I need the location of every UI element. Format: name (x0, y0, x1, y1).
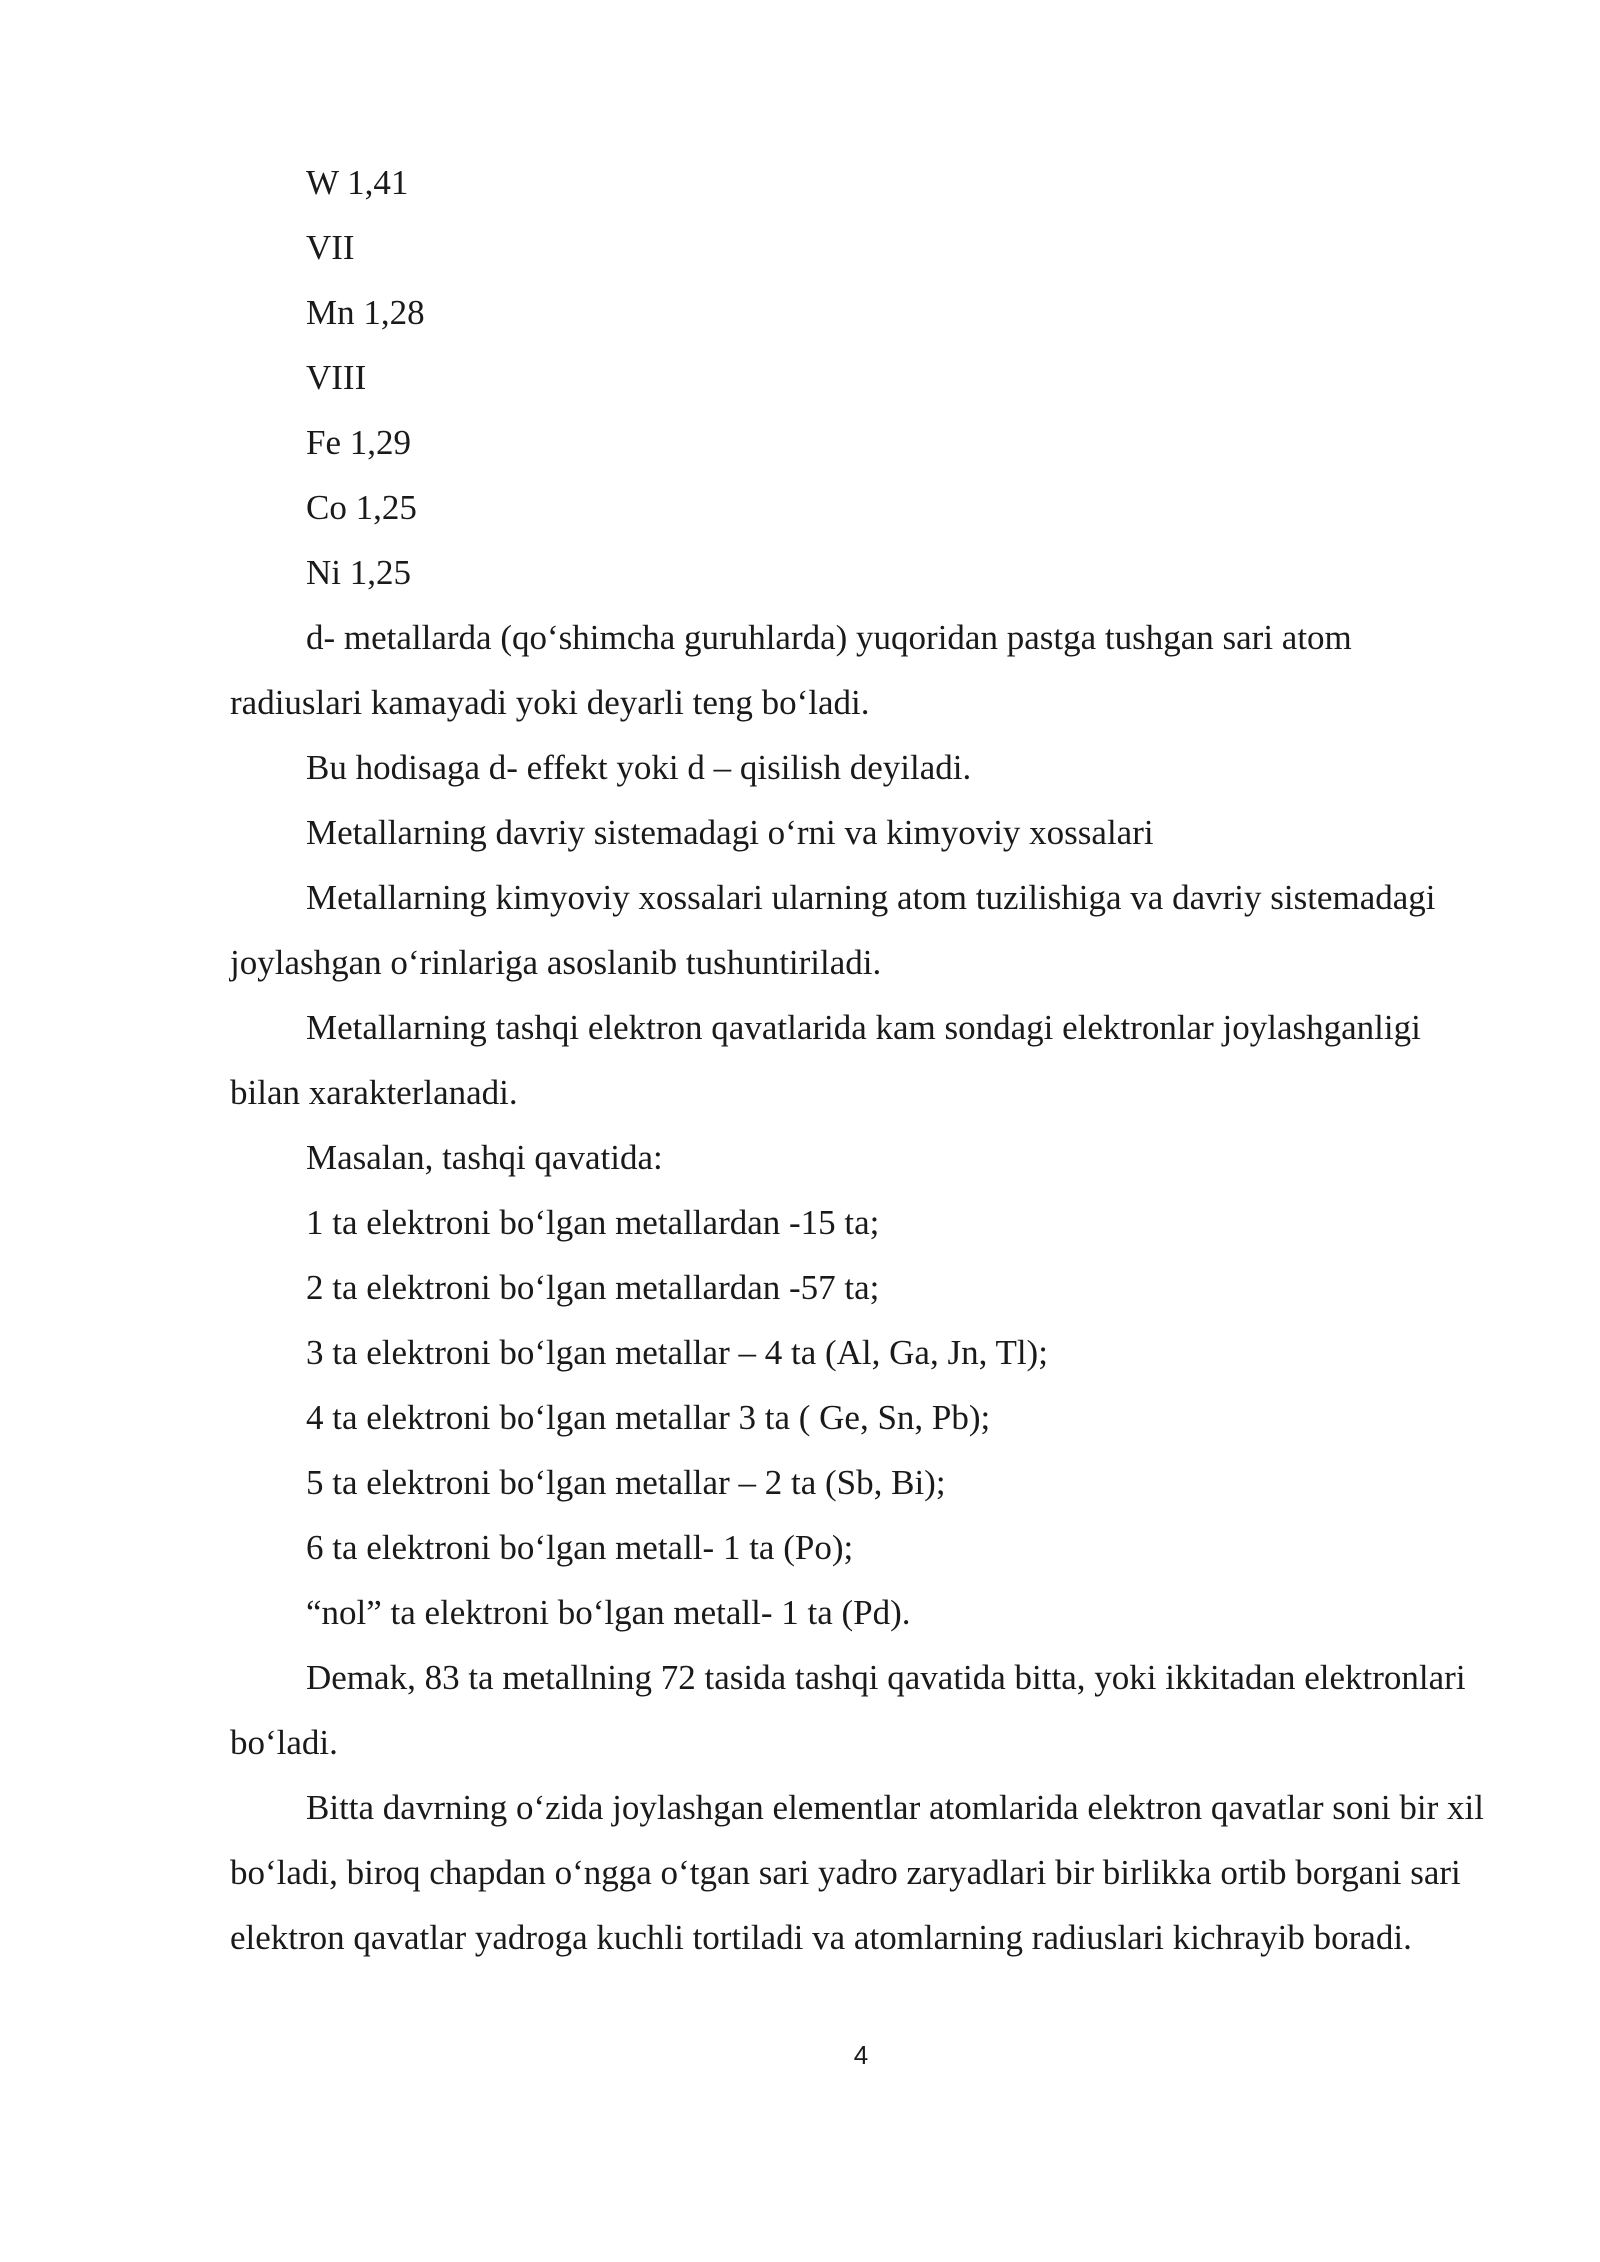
page-number: 4 (853, 2040, 869, 2070)
electron-list-item: 5 ta elektroni bo‘lgan metallar – 2 ta (Sb, Bi); (306, 1463, 946, 1502)
group-label-vii: VII (306, 228, 355, 267)
paragraph-chem-props: Metallarning kimyoviy xossalari ularning atom tuzilishiga va davriy sistemadagi joylashgan o‘rinlariga asoslanib tushuntiriladi. (230, 878, 1436, 982)
group-label-viii: VIII (306, 358, 367, 397)
electron-list-item: 6 ta elektroni bo‘lgan metall- 1 ta (Po); (306, 1528, 854, 1567)
paragraph-d-metals: d- metallarda (qo‘shimcha guruhlarda) yuqoridan pastga tushgan sari atom radiuslari kamayadi yoki deyarli teng bo‘ladi. (230, 618, 1352, 722)
section-heading: Metallarning davriy sistemadagi o‘rni va kimyoviy xossalari (306, 813, 1154, 852)
document-page (230, 150, 1485, 1970)
radius-item-co: Co 1,25 (306, 488, 417, 527)
electron-list-item: 1 ta elektroni bo‘lgan metallardan -15 ta; (306, 1203, 880, 1242)
electron-list-item: “nol” ta elektroni bo‘lgan metall- 1 ta (Pd). (306, 1593, 911, 1632)
paragraph-outer-layer: Metallarning tashqi elektron qavatlarida kam sondagi elektronlar joylashganligi bilan xarakterlanadi. (230, 1008, 1421, 1112)
paragraph-period: Bitta davrning o‘zida joylashgan elementlar atomlarida elektron qavatlar soni bir xil bo‘ladi, biroq chapdan o‘ngga o‘tgan sari yadro zaryadlari bir birlikka ortib borgani sari elektron qavatlar yadroga kuchli tortiladi va atomlarning radiuslari kichrayib boradi. (230, 1788, 1484, 1957)
radius-item-fe: Fe 1,29 (306, 423, 411, 462)
paragraph-d-effect: Bu hodisaga d- effekt yoki d – qisilish deyiladi. (306, 748, 972, 787)
radius-item-w: W 1,41 (306, 163, 409, 202)
radius-item-mn: Mn 1,28 (306, 293, 425, 332)
electron-list-item: 2 ta elektroni bo‘lgan metallardan -57 ta; (306, 1268, 880, 1307)
electron-list-item: 3 ta elektroni bo‘lgan metallar – 4 ta (Al, Ga, Jn, Tl); (306, 1333, 1048, 1372)
paragraph-example-intro: Masalan, tashqi qavatida: (306, 1138, 663, 1177)
electron-list-item: 4 ta elektroni bo‘lgan metallar 3 ta ( Ge, Sn, Pb); (306, 1398, 991, 1437)
radius-item-ni: Ni 1,25 (306, 553, 411, 592)
paragraph-conclusion: Demak, 83 ta metallning 72 tasida tashqi qavatida bitta, yoki ikkitadan elektronlari bo‘ladi. (230, 1658, 1466, 1762)
